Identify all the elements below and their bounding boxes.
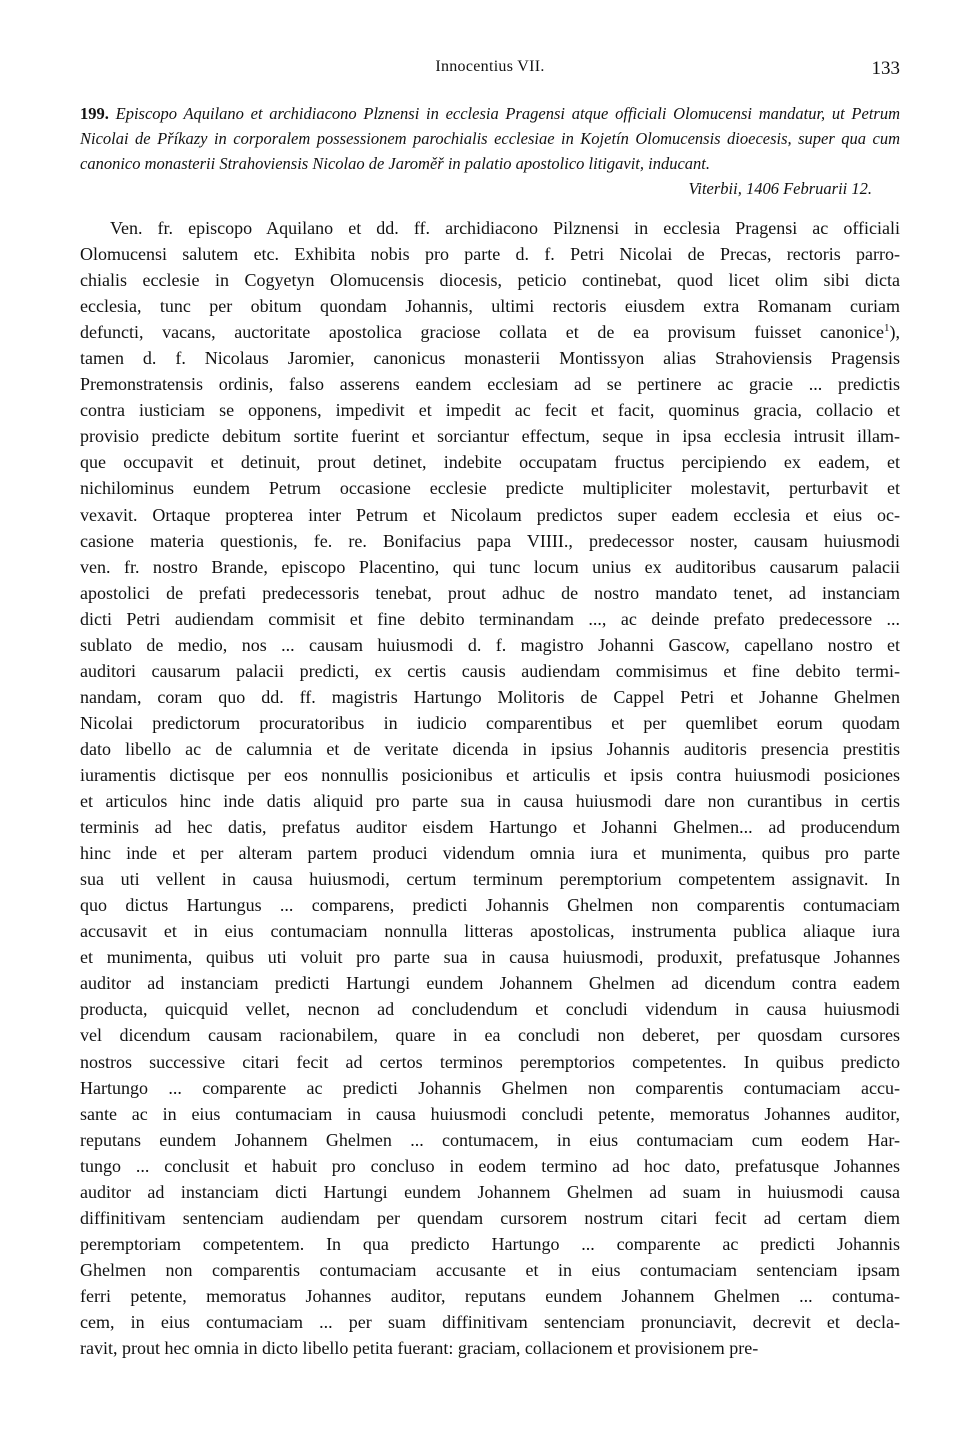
body-line: vel dicendum causam racionabilem, quare in ea concludi non deberet, per quosdam cursores [80,1025,900,1046]
body-line: Premonstratensis ordinis, falso asserens eandem ecclesiam ad se pertinere ac gracie ... predictis [80,374,900,395]
body-line: ferri petente, memoratus Johannes auditor, reputans eundem Johannem Ghelmen ... contuma- [80,1285,900,1306]
body-line: accusavit et in eius contumaciam nonnulla litteras apostolicas, instrumenta publica aliaque iura [80,921,900,942]
body-line: contra iusticiam se opponens, impedivit et impedit ac fecit et facit, quominus gracia, collacio et [80,400,900,421]
body-line: iuramentis dictisque per eos nonnullis posicionibus et articulis et ipsis contra huiusmodi posiciones [80,764,900,785]
dateline: Viterbii, 1406 Februarii 12. [688,179,872,198]
body-line: casione materia questionis, fe. re. Bonifacius papa VIIII., predecessor noster, causam huiusmodi [80,530,900,551]
body-line: Ghelmen non comparentis contumaciam accusante et in eius contumaciam sentenciam ipsam [80,1259,900,1280]
entry-summary [80,101,900,176]
body-line: sublato de medio, nos ... causam huiusmodi d. f. magistro Johanni Gascow, capellano nostro et [80,634,900,655]
body-line: Ven. fr. episcopo Aquilano et dd. ff. archidiacono Pilznensi in ecclesia Pragensi ac officiali [110,218,900,238]
body-line: ravit, prout hec omnia in dicto libello petita fuerant: graciam, collacionem et provisionem pre- [80,1338,759,1359]
body-line: nichilominus eundem Petrum occasione ecclesie predicte multipliciter molestavit, perturbavit et [80,478,900,499]
body-line: hinc inde et per alteram partem produci videndum omnia iura et munimenta, quibus pro parte [80,843,900,864]
body-line: et articulos hinc inde datis aliquid pro parte sua in causa huiusmodi dare non curantibus in certis [80,791,900,812]
body-line: auditori causarum palacii predicti, ex certis causis audiendam commisimus et fine debito termi- [80,660,900,681]
body-line: Hartungo ... comparente ac predicti Johannis Ghelmen non comparentis contumaciam accu- [80,1077,900,1098]
body-line: apostolici de prefati predecessoris tenebat, prout adhuc de nostro mandato tenet, ad instanciam [80,582,900,603]
body-line: et munimenta, quibus uti voluit pro parte sua in causa huiusmodi, produxit, prefatusque Johannes [80,947,900,968]
body-line: Nicolai predictorum procuratoribus in iudicio comparentibus et per quemlibet eorum quodam [80,712,900,733]
body-text [80,215,900,1361]
body-line: auditor ad instanciam dicti Hartungi eundem Johannem Ghelmen ad suam in huiusmodi causa [80,1181,900,1202]
body-line: provisio predicte debitum sortite fuerint et sorciantur effectum, seque in ipsa ecclesia intrusit illam- [80,426,900,447]
footnote-marker: 1 [884,322,890,335]
page-header [80,58,900,88]
page-number: 133 [871,58,900,79]
body-line: tamen d. f. Nicolaus Jaromier, canonicus monasterii Montissyon alias Strahoviensis Pragensis [80,348,900,369]
body-line: quo dictus Hartungus ... comparens, predicti Johannis Ghelmen non comparentis contumaciam [80,895,900,916]
body-line: dato libello ac de calumnia et de veritate dicenda in ipsius Johannis auditoris presencia prestitis [80,738,900,759]
body-line: cem, in eius contumaciam ... per suam diffinitivam sentenciam pronunciavit, decrevit et decla- [80,1311,900,1332]
body-line: vexavit. Ortaque propterea inter Petrum et Nicolaum predictos super eadem ecclesia et eius oc- [80,504,900,525]
footnote-suffix: ), [889,322,900,343]
body-line: dicti Petri audiendam commisit et fine debito terminandam ..., ac deinde prefato predecessore ... [80,608,900,629]
body-line: reputans eundem Johannem Ghelmen ... contumacem, in eius contumaciam cum eodem Har- [80,1129,900,1150]
body-line: nostros successive citari fecit ad certos terminos peremptorios competentes. In quibus predicto [80,1051,900,1072]
running-head: Innocentius VII. [435,58,545,75]
body-line: diffinitivam sentenciam audiendam per quendam cursorem nostrum citari fecit ad certam diem [80,1207,900,1228]
body-line: ecclesia, tunc per obitum quondam Johannis, ultimi rectoris eiusdem extra Romanam curiam [80,296,900,317]
body-line: ven. fr. nostro Brande, episcopo Placentino, qui tunc locum unius ex auditoribus causarum palacii [80,556,900,577]
body-line: sua uti vellent in causa huiusmodi, certum terminum peremptorium competentem assignavit. In [80,869,900,890]
summary-text: Episcopo Aquilano et archidiacono Plznensi in ecclesia Pragensi atque officiali Olomucensi mandatur, ut Petrum Nicolai de Příkazy in corporalem possessionem parochialis ecclesiae in Kojetín Olomucensis dioecesis, super qua cum canonico monasterii Strahoviensis Nicolao de Jaroměř in palatio apostolico litigavit, inducant. [80,104,901,173]
body-line: tungo ... conclusit et habuit pro concluso in eodem termino ad hoc dato, prefatusque Johannes [80,1155,900,1176]
body-line: que occupavit et detinuit, prout detinet, indebite occupatam fructus percipiendo ex eadem, et [80,452,900,473]
body-line: producta, quicquid vellet, necnon ad concludendum et concludi videndum in causa huiusmodi [80,999,900,1020]
body-line: chialis ecclesie in Cogyetyn Olomucensis diocesis, peticio continebat, quod licet olim sibi dicta [80,270,900,291]
body-line: Olomucensi salutem etc. Exhibita nobis pro parte d. f. Petri Nicolai de Precas, rectoris parro- [80,244,900,265]
body-line: auditor ad instanciam predicti Hartungi eundem Johannem Ghelmen ad dicendum contra eadem [80,973,900,994]
document-entry [80,101,900,1361]
body-line: defuncti, vacans, auctoritate apostolica graciose collata et de ea provisum fuisset canonice$^1$), [80,322,900,343]
entry-number: 199. [80,104,109,123]
body-line: sante ac in eius contumaciam in causa huiusmodi concludi petente, memoratus Johannes auditor, [80,1103,900,1124]
body-line: peremptoriam competentem. In qua predicto Hartungo ... comparente ac predicti Johannis [80,1233,900,1254]
body-line: nandam, coram quo dd. ff. magistris Hartungo Molitoris de Cappel Petri et Johanne Ghelmen [80,686,900,707]
body-line: terminis ad hec datis, prefatus auditor eisdem Hartungo et Johanni Ghelmen... ad producendum [80,817,900,838]
